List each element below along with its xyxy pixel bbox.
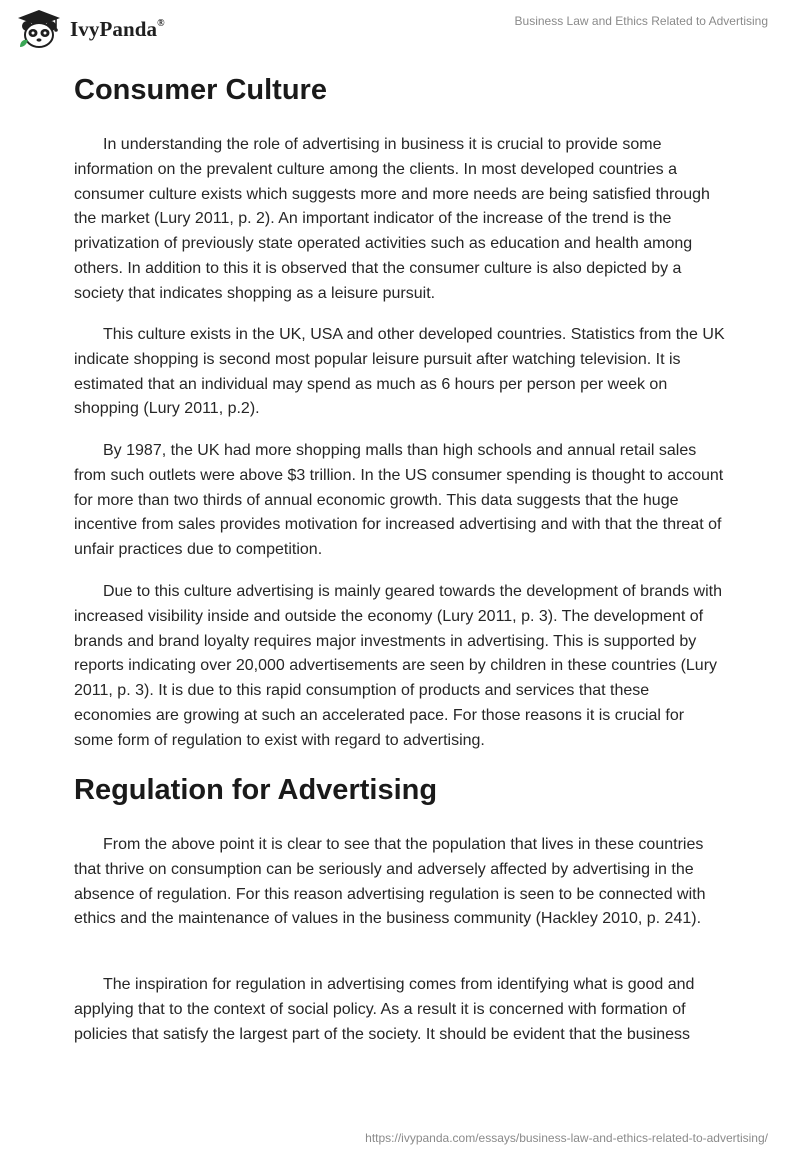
paragraph: The inspiration for regulation in advertising comes from identifying what is good and applying that to the context of social policy. As a result it is concerned with formation of policies that satisfy the largest part of the society. It should be evident that the business <box>74 976 695 1043</box>
paragraph: This culture exists in the UK, USA and other developed countries. Statistics from the UK indicate shopping is second most popular leisure pursuit after watching television. It is estimated that an individual may spend as much as 6 hours per person per week on shopping (Lury 2011, p.2). <box>74 326 725 418</box>
document-title: Business Law and Ethics Related to Advertising <box>514 14 768 28</box>
paragraph: By 1987, the UK had more shopping malls than high schools and annual retail sales from such outlets were above $3 trillion. In the US consumer spending is thought to account for more than two thirds of annual economic growth. This data suggests that the huge incentive from sales provides motivation for increased advertising and with that the threat of unfair practices due to competition. <box>74 442 724 559</box>
logo-wordmark: IvyPanda® <box>70 16 165 41</box>
source-url[interactable]: https://ivypanda.com/essays/business-law-and-ethics-related-to-advertising/ <box>365 1131 768 1145</box>
panda-graduate-icon <box>14 9 64 49</box>
section-heading-regulation: Regulation for Advertising <box>74 774 438 806</box>
page-header <box>0 0 800 56</box>
ivypanda-logo[interactable] <box>14 9 165 49</box>
paragraph: From the above point it is clear to see that the population that lives in these countries that thrive on consumption can be seriously and adversely affected by advertising in the absence of regulation. For this reason advertising regulation is seen to be connected with ethics and the maintenance of values in the business community (Hackley 2010, p. 241). <box>74 836 706 928</box>
section-heading-consumer-culture: Consumer Culture <box>74 74 327 106</box>
paragraph: Due to this culture advertising is mainly geared towards the development of brands with increased visibility inside and outside the economy (Lury 2011, p. 3). The development of brands and brand loyalty requires major investments in advertising. This is supported by reports indicating over 20,000 advertisements are seen by children in these countries (Lury 2011, p. 3). It is due to this rapid consumption of products and services that these economies are growing at such an accelerated pace. For those reasons it is crucial for some form of regulation to exist with regard to advertising. <box>74 583 722 749</box>
paragraph: In understanding the role of advertising in business it is crucial to provide some information on the prevalent culture among the clients. In most developed countries a consumer culture exists which suggests more and more needs are being satisfied through the market (Lury 2011, p. 2). An important indicator of the increase of the trend is the privatization of previously state operated activities such as education and health among others. In addition to this it is observed that the consumer culture is also depicted by a society that indicates shopping as a leisure pursuit. <box>74 136 710 302</box>
